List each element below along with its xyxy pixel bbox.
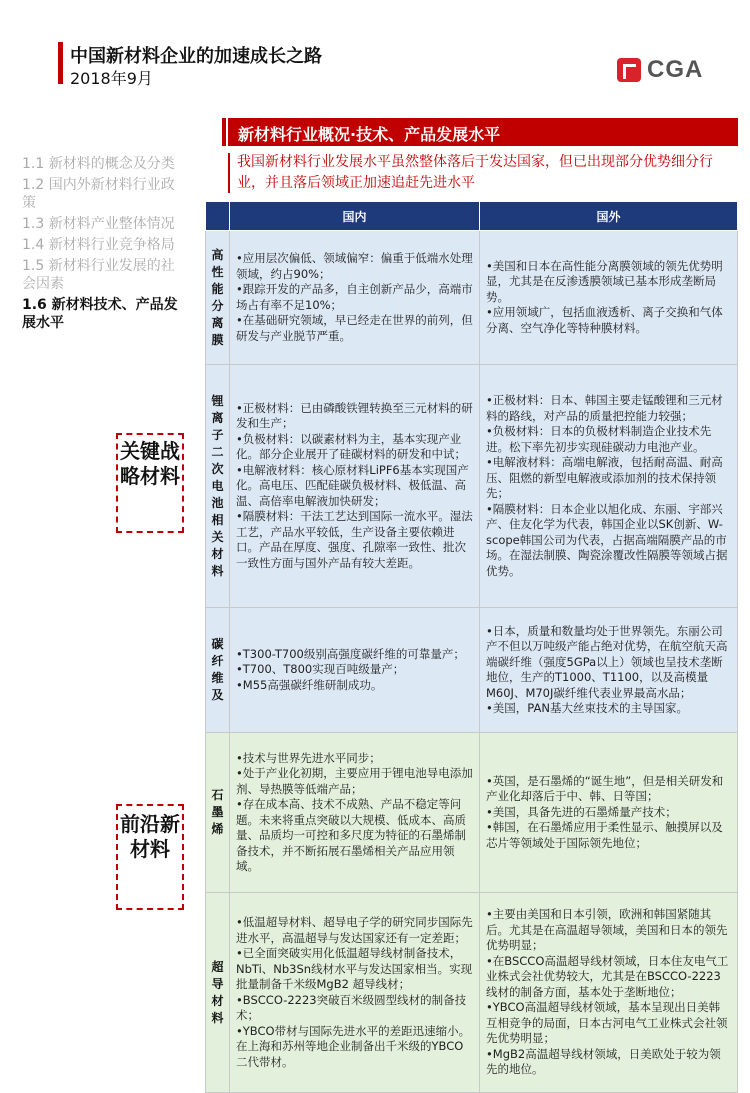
- row-category: 超导材料: [206, 893, 230, 1093]
- domestic-cell: •正极材料：已由磷酸铁锂转换至三元材料的研发和生产； •负极材料：以碳素材料为主，基本实现产业化。部分企业展开了硅碳材料的研发和中试； •电解液材料：核心原材料LiPF6基本实现国产化。高电压、匹配硅碳负极材料、极低温、高温、高倍率电解液加快研发； •隔膜材料：干法工艺达到国际一流水平。湿法工艺，产品水平较低，生产设备主要依赖进口。产品在厚度、强度、孔隙率一致性、批次一致性方面与国外产品有较大差距。: [230, 365, 480, 608]
- row-category: 碳纤维及: [206, 608, 230, 733]
- table-header-row: [206, 202, 738, 231]
- domestic-cell: •T300-T700级别高强度碳纤维的可靠量产； •T700、T800实现百吨级量产； •M55高强碳纤维研制成功。: [230, 608, 480, 733]
- section-subtitle: 我国新材料行业发展水平虽然整体落后于发达国家，但已出现部分优势细分行业，并且落后领域正加速追赶先进水平: [237, 154, 713, 191]
- nav-item-1-5[interactable]: 1.5 新材料行业发展的社会因素: [22, 258, 175, 292]
- comparison-table: [205, 201, 738, 1093]
- nav-item-1-4[interactable]: 1.4 新材料行业竞争格局: [22, 237, 175, 253]
- foreign-cell: •正极材料：日本、韩国主要走锰酸锂和三元材料的路线，对产品的质量把控能力较强； •负极材料：日本的负极材料制造企业技术先进。松下率先初步实现硅碳动力电池产业。 •电解液材料：高端电解液，包括耐高温、耐高压、阻燃的新型电解液或添加剂的技术保持领先； •隔膜材料：日本企业以旭化成、东丽、宇部兴产、住友化学为代表，韩国企业以SK创新、W-scope韩国公司为代表，占据高端隔膜产品的市场。在湿法制膜、陶瓷涂覆改性隔膜等领域占据优势。: [480, 365, 738, 608]
- row-category: 锂离子二次电池相关材料: [206, 365, 230, 608]
- page-title: 中国新材料企业的加速成长之路: [70, 46, 322, 67]
- cga-logo: [617, 58, 717, 86]
- logo-text: CGA: [647, 56, 704, 83]
- table-row: [206, 733, 738, 893]
- nav-item-1-3[interactable]: 1.3 新材料产业整体情况: [22, 216, 175, 232]
- foreign-cell: •英国，是石墨烯的“诞生地”，但是相关研发和产业化却落后于中、韩、日等国； •美国，具备先进的石墨烯量产技术； •韩国，在石墨烯应用于柔性显示、触摸屏以及芯片等领域处于国际领先地位；: [480, 733, 738, 893]
- table-row: [206, 365, 738, 608]
- table-row: [206, 231, 738, 365]
- table-row: [206, 608, 738, 733]
- domestic-cell: •低温超导材料、超导电子学的研究同步国际先进水平，高温超导与发达国家还有一定差距； •已全面突破实用化低温超导线材制备技术，NbTi、Nb3Sn线材水平与发达国家相当。实现批量制备千米级MgB2 超导线材； •BSCCO-2223突破百米级圆型线材的制备技术； •YBCO带材与国际先进水平的差距迅速缩小。在上海和苏州等地企业制备出千米级的YBCO二代带材。: [230, 893, 480, 1093]
- page-date: 2018年9月: [70, 69, 153, 88]
- title-accent-bar: [58, 42, 63, 84]
- section-accent: [222, 118, 226, 146]
- row-category: 石墨烯: [206, 733, 230, 893]
- domestic-cell: •技术与世界先进水平同步； •处于产业化初期，主要应用于锂电池导电添加剂、导热膜等低端产品； •存在成本高、技术不成熟、产品不稳定等问题。未来将重点突破以大规模、低成本、高质量、品质均一可控和多尺度为特征的石墨烯制备技术，并不断拓展石墨烯相关产品应用领域。: [230, 733, 480, 893]
- nav-item-1-1[interactable]: 1.1 新材料的概念及分类: [22, 156, 175, 172]
- section-title-bar: [228, 118, 738, 146]
- section-title: 新材料行业概况·技术、产品发展水平: [238, 125, 501, 144]
- section-nav: [22, 155, 182, 335]
- nav-item-1-2[interactable]: 1.2 国内外新材料行业政策: [22, 177, 175, 211]
- foreign-cell: •主要由美国和日本引领，欧洲和韩国紧随其后。尤其是在高温超导领域，美国和日本的领先优势明显； •在BSCCO高温超导线材领域，日本住友电气工业株式会社优势较大，尤其是在BSCCO-2223线材的制备方面，基本处于垄断地位； •YBCO高温超导线材领域，基本呈现出日美韩互相竞争的局面，日本古河电气工业株式会社领先优势明显； •MgB2高温超导线材领域，日美欧处于较为领先的地位。: [480, 893, 738, 1093]
- header-domestic: 国内: [230, 202, 480, 231]
- row-category: 高性能分离膜: [206, 231, 230, 365]
- domestic-cell: •应用层次偏低、领域偏窄：偏重于低端水处理领域，约占90%； •跟踪开发的产品多，自主创新产品少，高端市场占有率不足10%； •在基础研究领域，早已经走在世界的前列，但研发与产业脱节严重。: [230, 231, 480, 365]
- tag-frontier-materials: 前沿新材料: [116, 804, 184, 910]
- foreign-cell: •美国和日本在高性能分离膜领域的领先优势明显，尤其是在反渗透膜领域已基本形成垄断局势。 •应用领域广，包括血液透析、离子交换和气体分离、空气净化等特种膜材料。: [480, 231, 738, 365]
- header-corner: [206, 202, 230, 231]
- header-foreign: 国外: [480, 202, 738, 231]
- foreign-cell: •日本，质量和数量均处于世界领先。东丽公司产不但以万吨级产能占绝对优势，在航空航天高端碳纤维（强度5GPa以上）领域也呈技术垄断地位，生产的T1000、T1100，以及高模量M60J、M70J碳纤维代表业界最高水品； •美国，PAN基大丝束技术的主导国家。: [480, 608, 738, 733]
- cga-logo-icon: [617, 58, 641, 82]
- tag-key-strategic-materials: 关键战略材料: [116, 433, 184, 533]
- nav-item-1-6[interactable]: 1.6 新材料技术、产品发展水平: [22, 297, 178, 331]
- subtitle-marker: [228, 153, 230, 193]
- table-row: [206, 893, 738, 1093]
